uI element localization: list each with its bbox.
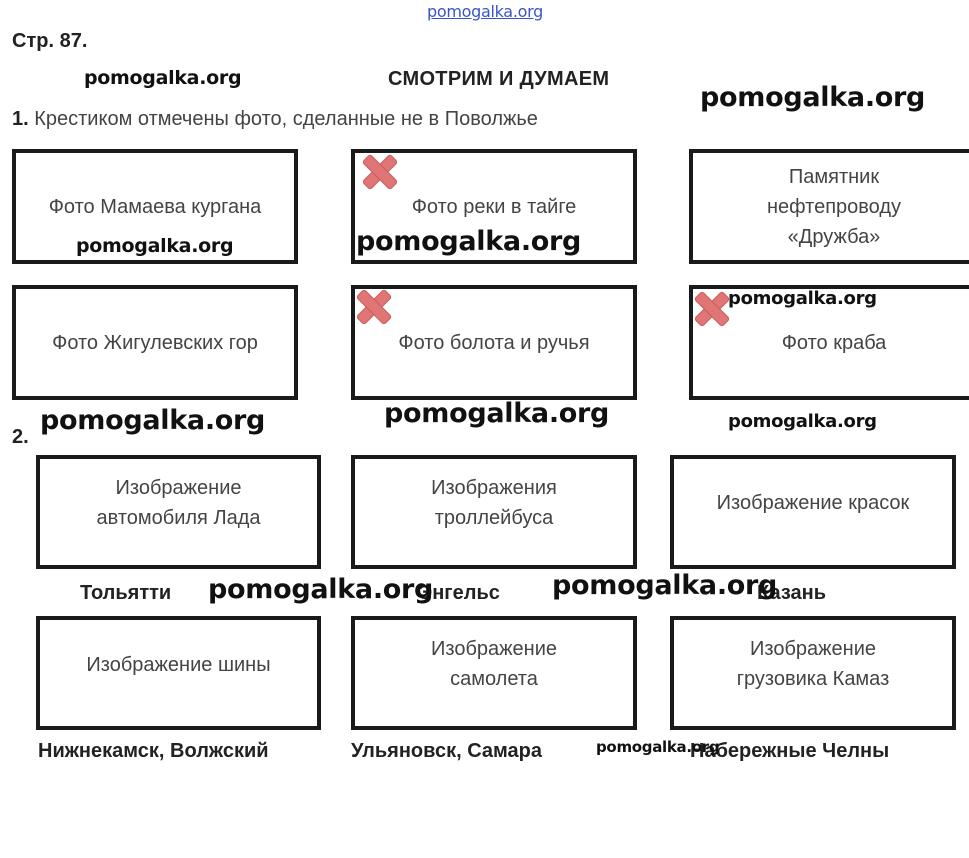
image-box-tire (36, 616, 321, 730)
image-box-paints (670, 455, 956, 569)
cross-mark-icon (356, 289, 390, 323)
watermark-text: pomogalka.org (384, 398, 610, 429)
watermark-text: pomogalka.org (84, 67, 242, 89)
city-label: Нижнекамск, Волжский (38, 740, 269, 762)
watermark-text: pomogalka.org (76, 235, 234, 257)
task1-number: 1. (12, 108, 29, 130)
image-box-kamaz-truck (670, 616, 956, 730)
photo-box-label: Фото Мамаева кургана (48, 195, 262, 218)
photo-box-zhiguli-mountains (12, 285, 298, 400)
photo-box-label: Фото краба (781, 331, 887, 354)
cross-mark-icon (694, 291, 728, 325)
watermark-text: pomogalka.org (728, 288, 877, 309)
city-label: Набережные Челны (690, 740, 890, 762)
photo-box-label: Фото Жигулевских гор (52, 331, 258, 354)
image-box-label: Изображение грузовика Камаз (736, 638, 890, 690)
city-label: Энгельс (418, 582, 500, 604)
image-box-label: Изображения троллейбуса (431, 477, 557, 529)
photo-box-label: Фото болота и ручья (398, 331, 590, 354)
photo-box-druzhba-monument (689, 149, 969, 264)
watermark-text: pomogalka.org (356, 226, 582, 257)
city-label: Казань (757, 582, 826, 604)
top-watermark-link[interactable]: pomogalka.org (427, 2, 543, 21)
watermark-text: pomogalka.org (700, 82, 926, 113)
watermark-text: pomogalka.org (208, 574, 434, 605)
city-label: Тольятти (80, 582, 172, 604)
watermark-text: pomogalka.org (552, 570, 778, 601)
image-box-label: Изображение самолета (431, 638, 557, 690)
image-box-label: Изображение шины (86, 654, 271, 676)
image-box-airplane (351, 616, 637, 730)
task2-number: 2. (12, 426, 29, 448)
task1-instruction (12, 108, 538, 131)
image-box-trolleybus (351, 455, 637, 569)
task1-text: Крестиком отмечены фото, сделанные не в Поволжье (34, 108, 538, 130)
image-box-label: Изображение красок (716, 492, 910, 514)
image-box-label: Изображение автомобиля Лада (96, 477, 261, 529)
page-number: Стр. 87. (12, 30, 88, 52)
watermark-text: pomogalka.org (728, 411, 877, 432)
city-label: Ульяновск, Самара (351, 740, 542, 762)
cross-mark-icon (362, 154, 396, 188)
photo-box-label: Памятник нефтепроводу «Дружба» (766, 165, 902, 248)
watermark-text: pomogalka.org (596, 738, 720, 756)
photo-box-label: Фото реки в тайге (411, 195, 577, 218)
photo-box-swamp-stream (351, 285, 637, 400)
section-heading: СМОТРИМ И ДУМАЕМ (388, 68, 610, 90)
image-box-lada-car (36, 455, 321, 569)
watermark-text: pomogalka.org (40, 405, 266, 436)
